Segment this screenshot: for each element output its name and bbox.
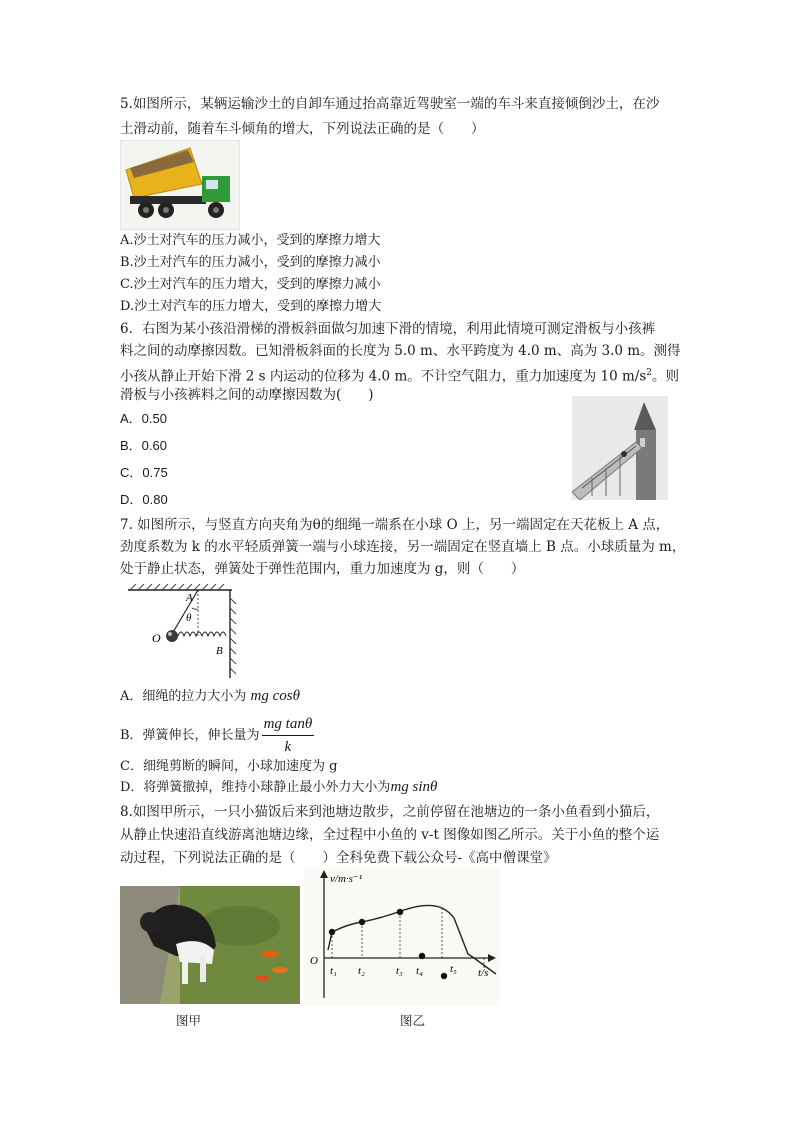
caption-figure-b: 图乙 bbox=[400, 1013, 426, 1028]
q6-stem-line3: 小孩从静止开始下滑 2 s 内运动的位移为 4.0 m。不计空气阻力，重力加速度为 10 $m/s^2$。则 bbox=[120, 368, 680, 385]
vt-tick-t4: t₄ bbox=[416, 965, 423, 977]
q7-label-b: B bbox=[216, 645, 223, 657]
q6-option-b: B．0.60 bbox=[120, 438, 167, 453]
q7-option-c: C．细绳剪断的瞬间，小球加速度为 g bbox=[120, 759, 338, 774]
vt-graph bbox=[304, 868, 500, 1006]
q7-label-o: O bbox=[152, 631, 161, 645]
vt-origin: O bbox=[310, 955, 318, 967]
q7-stem-line2: 劲度系数为 k 的水平轻质弹簧一端与小球连接，另一端固定在竖直墙上 B 点。小球质量为 m， bbox=[120, 539, 686, 555]
q8-stem-line1: 8.如图甲所示，一只小猫饭后来到池塘边散步，之前停留在池塘边的一条小鱼看到小猫后， bbox=[120, 804, 660, 820]
q5-stem-line2: 土滑动前，随着车斗倾角的增大，下列说法正确的是（ ） bbox=[120, 121, 485, 137]
q7-option-b: B．弹簧伸长，伸长量为 $\frac{\text{mg tanθ}}{k}$ bbox=[120, 716, 313, 755]
q6-option-c: C．0.75 bbox=[120, 465, 168, 480]
cat-pond-photo bbox=[120, 886, 300, 1004]
q7-option-a: A．细绳的拉力大小为 mg cosθ bbox=[120, 688, 300, 704]
q6-stem-line1: 6．右图为某小孩沿滑梯的滑板斜面做匀加速下滑的情境，利用此情境可测定滑板与小孩裤 bbox=[120, 321, 656, 337]
vt-tick-t3: t₃ bbox=[396, 965, 403, 977]
q6-option-d: D．0.80 bbox=[120, 492, 168, 507]
q5-option-c: C.沙土对汽车的压力增大，受到的摩擦力减小 bbox=[120, 277, 381, 292]
q5-option-d: D.沙土对汽车的压力增大，受到的摩擦力增大 bbox=[120, 299, 382, 314]
q5-stem-line1: 5.如图所示，某辆运输沙土的自卸车通过抬高靠近驾驶室一端的车斗来直接倾倒沙土，在沙 bbox=[120, 96, 660, 112]
q8-stem-line3: 动过程，下列说法正确的是（ ）全科免费下载公众号-《高中僧课堂》 bbox=[120, 850, 557, 866]
q8-stem-line2: 从静止快速沿直线游离池塘边缘，全过程中小鱼的 v-t 图像如图乙所示。关于小鱼的整个运 bbox=[120, 827, 660, 843]
vt-ylabel: v/m·s⁻¹ bbox=[330, 873, 363, 885]
vt-tick-t1: t₁ bbox=[330, 965, 337, 977]
vt-xlabel: t/s bbox=[478, 967, 489, 979]
q5-option-b: B.沙土对汽车的压力减小，受到的摩擦力减小 bbox=[120, 255, 381, 270]
slide-photo bbox=[572, 396, 668, 500]
q6-stem-line4: 滑板与小孩裤料之间的动摩擦因数为( ) bbox=[120, 387, 374, 403]
q7-label-theta: θ bbox=[186, 612, 192, 624]
q7-stem-line3: 处于静止状态，弹簧处于弹性范围内，重力加速度为 g，则（ ） bbox=[120, 561, 525, 577]
caption-figure-a: 图甲 bbox=[176, 1013, 202, 1028]
vt-tick-t5: t₅ bbox=[450, 963, 457, 975]
q7-label-a: A bbox=[186, 592, 193, 604]
q7-option-d: D．将弹簧撤掉，维持小球静止最小外力大小为mg sinθ bbox=[120, 779, 438, 795]
q6-option-a: A．0.50 bbox=[120, 411, 167, 426]
dump-truck-photo bbox=[120, 140, 240, 230]
q5-option-a: A.沙土对汽车的压力减小，受到的摩擦力增大 bbox=[120, 233, 381, 248]
q6-stem-line2: 料之间的动摩擦因数。已知滑板斜面的长度为 5.0 m、水平跨度为 4.0 m、高为 3.0 m。测得 bbox=[120, 343, 681, 359]
q7-ball-spring-diagram bbox=[120, 584, 242, 680]
q7-stem-line1: 7. 如图所示，与竖直方向夹角为θ的细绳一端系在小球 O 上，另一端固定在天花板上 A 点， bbox=[120, 517, 670, 533]
vt-tick-t2: t₂ bbox=[358, 965, 365, 977]
